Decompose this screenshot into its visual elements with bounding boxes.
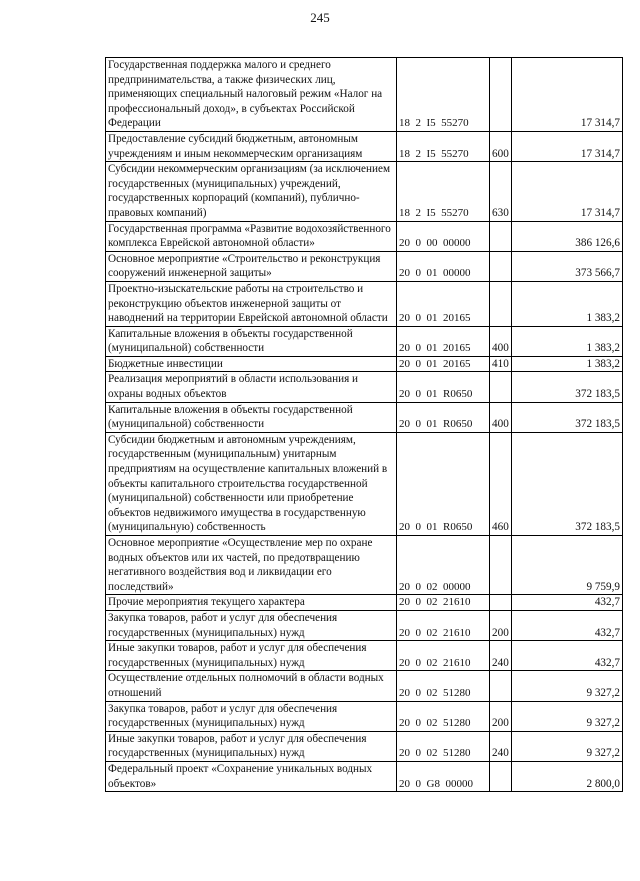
row-sum: 1 383,2 <box>512 356 623 372</box>
budget-table <box>105 57 623 792</box>
row-vr: 410 <box>490 356 512 372</box>
row-sum: 17 314,7 <box>512 162 623 221</box>
row-vr <box>490 671 512 701</box>
row-vr <box>490 536 512 595</box>
row-name: Иные закупки товаров, работ и услуг для обеспечения государственных (муниципальных) нужд <box>106 641 397 671</box>
row-code: 20 0 01 R0650 <box>397 372 490 402</box>
row-sum: 1 383,2 <box>512 326 623 356</box>
row-code: 20 0 01 20165 <box>397 281 490 326</box>
row-sum: 432,7 <box>512 641 623 671</box>
row-name: Реализация мероприятий в области использования и охраны водных объектов <box>106 372 397 402</box>
row-name: Федеральный проект «Сохранение уникальных водных объектов» <box>106 761 397 791</box>
row-vr: 460 <box>490 432 512 535</box>
row-name: Иные закупки товаров, работ и услуг для обеспечения государственных (муниципальных) нужд <box>106 731 397 761</box>
table-row <box>106 251 623 281</box>
row-name: Основное мероприятие «Осуществление мер по охране водных объектов или их частей, по предотвращению негативного воздействия вод и ликвидации его последствий» <box>106 536 397 595</box>
table-row <box>106 595 623 611</box>
row-sum: 1 383,2 <box>512 281 623 326</box>
row-name: Осуществление отдельных полномочий в области водных отношений <box>106 671 397 701</box>
row-sum: 432,7 <box>512 595 623 611</box>
table-row <box>106 641 623 671</box>
row-vr <box>490 221 512 251</box>
row-name: Бюджетные инвестиции <box>106 356 397 372</box>
table-row <box>106 281 623 326</box>
row-code: 20 0 02 21610 <box>397 595 490 611</box>
row-code: 20 0 02 51280 <box>397 701 490 731</box>
row-code: 20 0 01 00000 <box>397 251 490 281</box>
row-vr <box>490 281 512 326</box>
table-row <box>106 610 623 640</box>
row-vr <box>490 251 512 281</box>
row-sum: 17 314,7 <box>512 58 623 132</box>
page-number: 245 <box>310 10 330 25</box>
row-code: 20 0 01 R0650 <box>397 432 490 535</box>
row-name: Государственная программа «Развитие водохозяйственного комплекса Еврейской автономной области» <box>106 221 397 251</box>
row-sum: 432,7 <box>512 610 623 640</box>
table-row <box>106 671 623 701</box>
table-row <box>106 356 623 372</box>
row-name: Закупка товаров, работ и услуг для обеспечения государственных (муниципальных) нужд <box>106 610 397 640</box>
row-code: 20 0 01 20165 <box>397 356 490 372</box>
table-row <box>106 402 623 432</box>
table-row <box>106 432 623 535</box>
row-vr: 400 <box>490 402 512 432</box>
row-vr: 240 <box>490 731 512 761</box>
row-vr: 200 <box>490 701 512 731</box>
row-vr: 200 <box>490 610 512 640</box>
row-name: Субсидии бюджетным и автономным учреждениям, государственным (муниципальным) унитарным предприятиям на осуществление капитальных вложений в объекты капитального строительства государственной (муниципальной) собственности или приобретение объектов недвижимого имущества в государственную (муниципальную) собственность <box>106 432 397 535</box>
table-row <box>106 131 623 161</box>
row-sum: 2 800,0 <box>512 761 623 791</box>
row-name: Закупка товаров, работ и услуг для обеспечения государственных (муниципальных) нужд <box>106 701 397 731</box>
row-sum: 373 566,7 <box>512 251 623 281</box>
row-sum: 9 327,2 <box>512 671 623 701</box>
table-row <box>106 162 623 221</box>
table-row <box>106 58 623 132</box>
row-name: Субсидии некоммерческим организациям (за исключением государственных (муниципальных) учреждений, государственных корпораций (компаний), публично-правовых компаний) <box>106 162 397 221</box>
row-code: 20 0 00 00000 <box>397 221 490 251</box>
row-sum: 372 183,5 <box>512 432 623 535</box>
table-row <box>106 536 623 595</box>
row-sum: 372 183,5 <box>512 372 623 402</box>
row-code: 20 0 02 51280 <box>397 731 490 761</box>
table-row <box>106 731 623 761</box>
table-row <box>106 372 623 402</box>
row-vr: 600 <box>490 131 512 161</box>
row-code: 20 0 02 21610 <box>397 641 490 671</box>
row-sum: 372 183,5 <box>512 402 623 432</box>
row-vr: 630 <box>490 162 512 221</box>
row-code: 20 0 02 21610 <box>397 610 490 640</box>
row-sum: 9 327,2 <box>512 731 623 761</box>
row-vr <box>490 58 512 132</box>
row-vr <box>490 595 512 611</box>
row-sum: 9 327,2 <box>512 701 623 731</box>
table-row <box>106 221 623 251</box>
row-vr <box>490 372 512 402</box>
row-vr <box>490 761 512 791</box>
row-name: Предоставление субсидий бюджетным, автономным учреждениям и иным некоммерческим организациям <box>106 131 397 161</box>
row-name: Государственная поддержка малого и среднего предпринимательства, а также физических лиц, применяющих специальный налоговый режим «Налог на профессиональный доход», в субъектах Российской Федерации <box>106 58 397 132</box>
row-name: Капитальные вложения в объекты государственной (муниципальной) собственности <box>106 402 397 432</box>
row-code: 20 0 02 00000 <box>397 536 490 595</box>
table-row <box>106 761 623 791</box>
table-row <box>106 701 623 731</box>
row-code: 20 0 G8 00000 <box>397 761 490 791</box>
row-code: 20 0 01 R0650 <box>397 402 490 432</box>
row-sum: 9 759,9 <box>512 536 623 595</box>
row-name: Прочие мероприятия текущего характера <box>106 595 397 611</box>
row-vr: 400 <box>490 326 512 356</box>
table-row <box>106 326 623 356</box>
row-code: 18 2 I5 55270 <box>397 58 490 132</box>
row-name: Основное мероприятие «Строительство и реконструкция сооружений инженерной защиты» <box>106 251 397 281</box>
row-sum: 17 314,7 <box>512 131 623 161</box>
row-code: 18 2 I5 55270 <box>397 131 490 161</box>
row-code: 18 2 I5 55270 <box>397 162 490 221</box>
row-sum: 386 126,6 <box>512 221 623 251</box>
row-vr: 240 <box>490 641 512 671</box>
row-name: Проектно-изыскательские работы на строительство и реконструкцию объектов инженерной защиты от наводнений на территории Еврейской автономной области <box>106 281 397 326</box>
row-name: Капитальные вложения в объекты государственной (муниципальной) собственности <box>106 326 397 356</box>
row-code: 20 0 01 20165 <box>397 326 490 356</box>
row-code: 20 0 02 51280 <box>397 671 490 701</box>
